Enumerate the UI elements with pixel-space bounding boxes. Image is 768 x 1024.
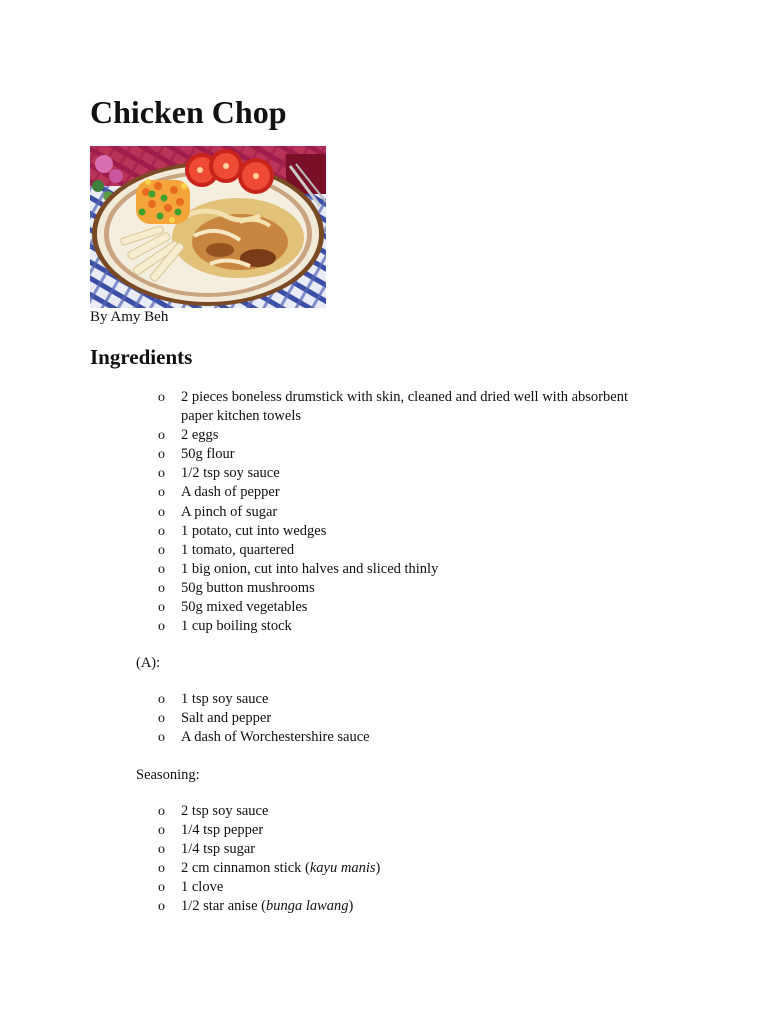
seasoning-item — [0, 840, 651, 859]
seasoning-item — [0, 859, 651, 878]
bullet-glyph: o — [158, 390, 165, 405]
author-byline: By Amy Beh — [90, 309, 169, 325]
seasoning-label: Seasoning: — [136, 767, 200, 783]
bullet-glyph: o — [158, 861, 165, 877]
seasoning-item — [0, 821, 651, 840]
ingredient-item — [0, 598, 651, 617]
bullet-glyph: o — [158, 447, 165, 463]
ingredient-item-text: A pinch of sugar — [181, 503, 278, 520]
ingredient-item — [0, 541, 651, 560]
seasoning-item — [0, 802, 651, 821]
dish-photo — [90, 146, 326, 308]
ingredients-heading: Ingredients — [90, 345, 193, 369]
bullet-glyph: o — [158, 542, 165, 558]
group-a-item-text: 1 tsp soy sauce — [181, 691, 269, 707]
seasoning-item-text: 2 tsp soy sauce — [181, 803, 269, 819]
ingredient-item-text: 2 pieces boneless drumstick with skin, cleaned and dried well with absorbent paper kitchen towels — [181, 389, 628, 425]
bullet-glyph: o — [158, 899, 165, 915]
ingredient-item — [0, 464, 651, 483]
group-a-item-text: A dash of Worchestershire sauce — [181, 729, 370, 746]
seasoning-item-text: 2 cm cinnamon stick ( — [181, 860, 310, 877]
bullet-glyph: o — [158, 823, 165, 839]
seasoning-item-closing: ) — [375, 860, 381, 877]
group-a-item-text: Salt and pepper — [181, 710, 272, 727]
bullet-glyph: o — [158, 730, 165, 746]
ingredient-item-text: A dash of pepper — [181, 484, 280, 501]
recipe-title: Chicken Chop — [90, 94, 287, 130]
ingredient-item — [0, 445, 651, 464]
ingredient-item — [0, 560, 651, 579]
ingredients-list — [0, 388, 651, 636]
bullet-glyph: o — [158, 711, 165, 727]
bullet-glyph: o — [158, 880, 165, 896]
bullet-glyph: o — [158, 842, 165, 858]
ingredient-item-text: 1 cup boiling stock — [181, 618, 292, 635]
ingredient-item — [0, 617, 651, 636]
seasoning-item-closing: ) — [348, 898, 354, 915]
group-a-item — [0, 690, 651, 709]
bullet-glyph: o — [158, 504, 165, 520]
ingredient-item-text: 50g button mushrooms — [181, 579, 315, 596]
ingredient-item-text: 2 eggs — [181, 427, 219, 444]
ingredient-item-text: 1/2 tsp soy sauce — [181, 465, 280, 482]
bullet-glyph: o — [158, 428, 165, 444]
bullet-glyph: o — [158, 561, 165, 577]
bullet-glyph: o — [158, 600, 165, 616]
bullet-glyph: o — [158, 804, 165, 819]
seasoning-list — [0, 802, 651, 917]
seasoning-item-italic-term: kayu manis — [309, 860, 376, 877]
seasoning-item-italic-term: bunga lawang — [265, 898, 349, 915]
ingredient-item — [0, 388, 651, 426]
group-a-label: (A): — [136, 655, 161, 671]
ingredient-item-text: 1 potato, cut into wedges — [181, 522, 327, 539]
bullet-glyph: o — [158, 580, 165, 596]
seasoning-item-text: 1 clove — [181, 879, 224, 896]
ingredient-item — [0, 579, 651, 598]
seasoning-item-text: 1/4 tsp sugar — [181, 841, 256, 858]
bullet-glyph: o — [158, 619, 165, 635]
bullet-glyph: o — [158, 466, 165, 482]
ingredient-item-text: 1 tomato, quartered — [181, 541, 295, 558]
seasoning-item-text: 1/4 tsp pepper — [181, 822, 264, 839]
ingredient-item — [0, 483, 651, 502]
bullet-glyph: o — [158, 485, 165, 501]
ingredient-item-text: 50g flour — [181, 446, 235, 463]
bullet-glyph: o — [158, 692, 165, 707]
seasoning-item — [0, 878, 651, 897]
ingredient-item — [0, 426, 651, 445]
seasoning-item — [0, 897, 651, 916]
ingredient-item-text: 50g mixed vegetables — [181, 599, 308, 616]
group-a-item — [0, 709, 651, 728]
group-a-list — [0, 690, 651, 747]
ingredient-item — [0, 522, 651, 541]
seasoning-item-text: 1/2 star anise ( — [181, 898, 266, 915]
ingredient-item — [0, 503, 651, 522]
bullet-glyph: o — [158, 523, 165, 539]
ingredient-item-text: 1 big onion, cut into halves and sliced thinly — [181, 560, 439, 577]
group-a-item — [0, 728, 651, 747]
